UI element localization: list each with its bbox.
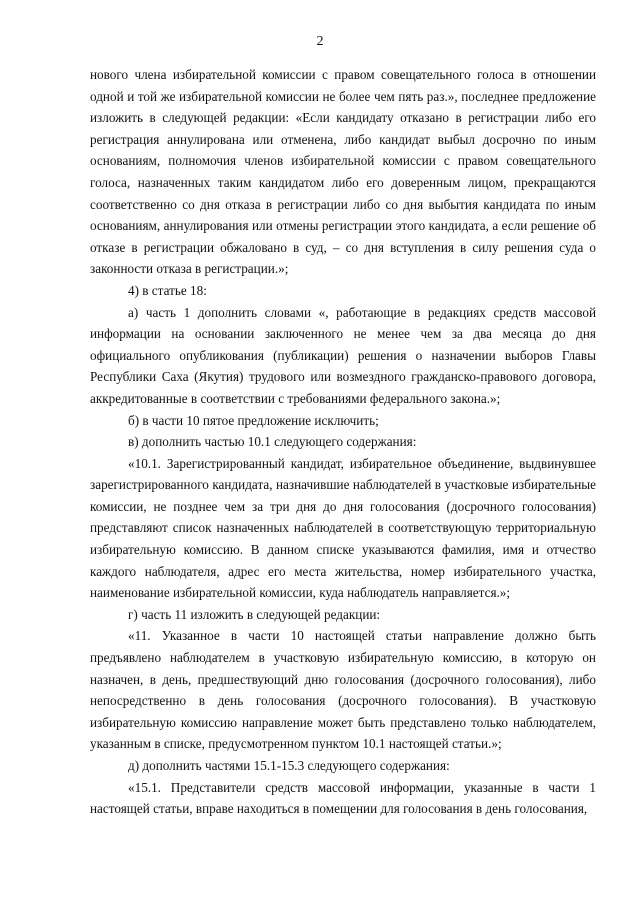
paragraph-part-11: «11. Указанное в части 10 настоящей статьи направление должно быть предъявлено наблюдателем в участковую избирательную комиссию, в которую он назначен, в день, предшествующий дню голосования (досрочного голосования), либо непосредственно в день голосования (досрочного голосования). В участковую избирательную комиссию направление может быть представлено только наблюдателем, указанным в списке, предусмотренном пунктом 10.1 настоящей статьи.»;: [90, 628, 596, 752]
paragraph-item-v: в) дополнить частью 10.1 следующего содержания:: [128, 434, 417, 450]
paragraph-item-d: д) дополнить частями 15.1-15.3 следующего содержания:: [128, 758, 450, 773]
paragraph-item-g: г) часть 11 изложить в следующей редакции:: [128, 606, 381, 622]
paragraph-item-4: 4) в статье 18:: [128, 282, 207, 298]
paragraph-part-15-1: «15.1. Представители средств массовой информации, указанные в части 1 настоящей статьи, вправе находиться в помещении для голосования в день голосования,: [90, 779, 596, 817]
paragraph-part-10-1: «10.1. Зарегистрированный кандидат, избирательное объединение, выдвинувшее зарегистрированного кандидата, назначившие наблюдателей в участковые избирательные комиссии, не позднее чем за три дня до дня голосования (досрочного голосования) представляют список назначенных наблюдателей в соответствующую территориальную избирательную комиссию. В данном списке указываются фамилия, имя и отчество каждого наблюдателя, адрес его места жительства, номер избирательного участка, наименование избирательной комиссии, куда наблюдатель направляется.»;: [90, 455, 596, 601]
paragraph-item-a: а) часть 1 дополнить словами «, работающие в редакциях средств массовой информации на основании заключенного не менее чем за два месяца до дня официального опубликования (публикации) решения о назначении выборов Главы Республики Саха (Якутия) трудового или возмездного гражданско-правового договора, аккредитованные в соответствии с требованиями федерального закона.»;: [90, 304, 596, 406]
paragraph-continuation: нового члена избирательной комиссии с правом совещательного голоса в отношении одной и той же избирательной комиссии не более чем пять раз.», последнее предложение изложить в следующей редакции: «Если кандидату отказано в регистрации либо его регистрация аннулирована или отменена, либо кандидат выбыл досрочно по иным основаниям, полномочия членов избирательной комиссии с правом совещательного голоса, назначенных таким кандидатом либо его доверенным лицом, прекращаются соответственно со дня отказа в регистрации либо со дня выбытия кандидата по иным основаниям, аннулирования или отмены регистрации этого кандидата, а если решение об отказе в регистрации обжаловано в суд, – со дня вступления в силу решения суда о законности отказа в регистрации.»;: [90, 67, 596, 277]
document-body: [90, 64, 596, 820]
page-number: 2: [316, 34, 324, 49]
paragraph-item-b: б) в части 10 пятое предложение исключить;: [128, 412, 379, 428]
